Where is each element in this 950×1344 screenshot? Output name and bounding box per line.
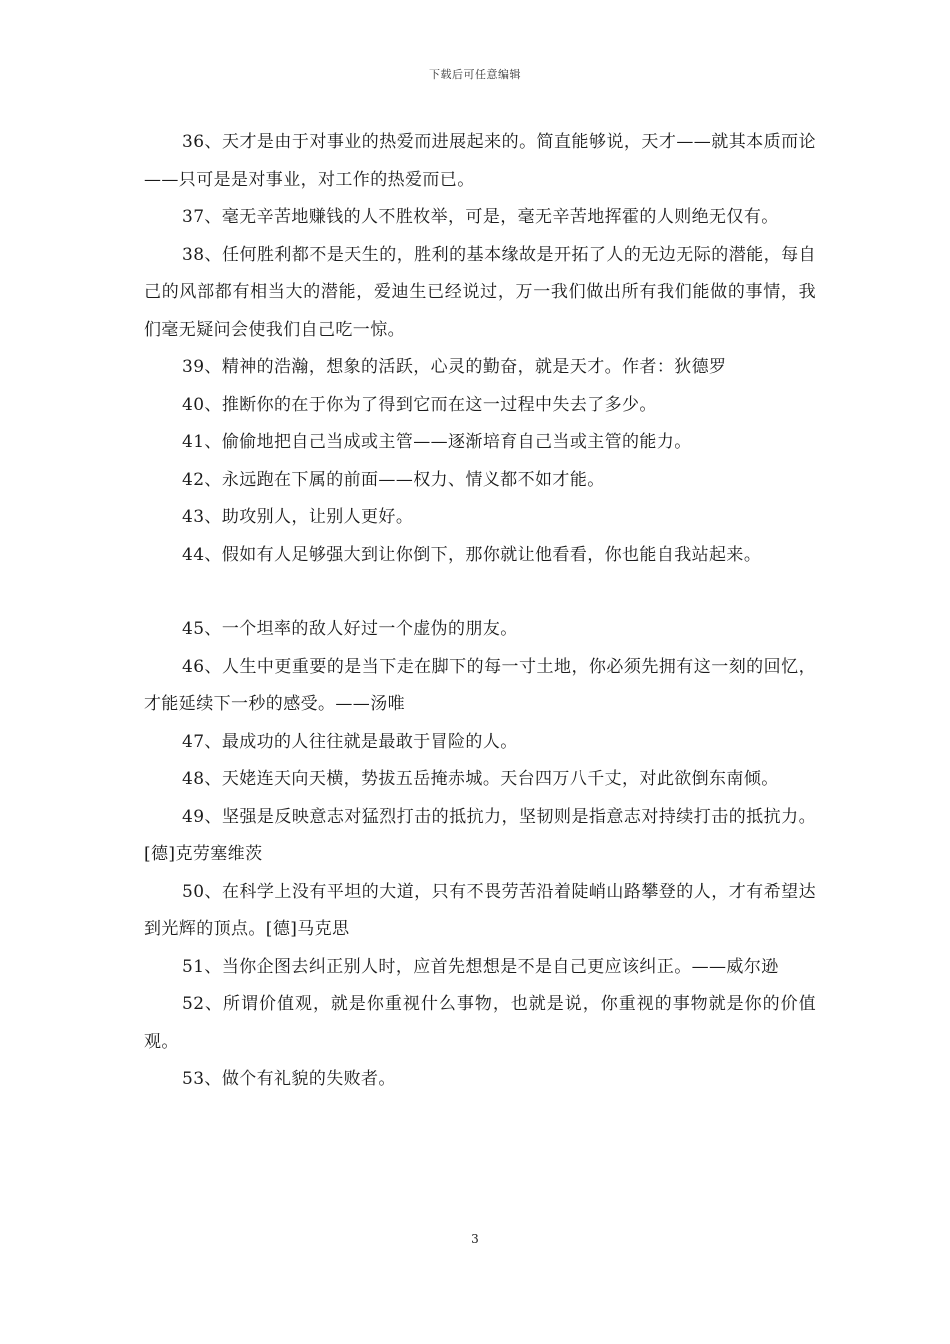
- document-body: [144, 124, 816, 1099]
- quote-paragraph: 51、当你企图去纠正别人时，应首先想想是不是自己更应该纠正。——威尔逊: [182, 956, 779, 977]
- quote-paragraph: 53、做个有礼貌的失败者。: [182, 1069, 396, 1089]
- quote-paragraph: 43、助攻别人，让别人更好。: [182, 507, 414, 527]
- page-number: 3: [471, 1232, 479, 1246]
- quote-paragraph: 44、假如有人足够强大到让你倒下，那你就让他看看，你也能自我站起来。: [182, 544, 762, 565]
- quote-paragraph: 49、坚强是反映意志对猛烈打击的抵抗力，坚韧则是指意志对持续打击的抵抗力。[德]克劳塞维茨: [144, 806, 816, 864]
- quote-paragraph: 52、所谓价值观，就是你重视什么事物，也就是说，你重视的事物就是你的价值观。: [144, 994, 816, 1052]
- quote-paragraph: 40、推断你的在于你为了得到它而在这一过程中失去了多少。: [182, 394, 657, 415]
- page-header: 下载后可任意编辑: [429, 68, 521, 81]
- quote-paragraph: 45、一个坦率的敌人好过一个虚伪的朋友。: [182, 619, 518, 639]
- quote-paragraph: 50、在科学上没有平坦的大道，只有不畏劳苦沿着陡峭山路攀登的人，才有希望达到光辉的顶点。[德]马克思: [144, 881, 816, 939]
- quote-paragraph: 42、永远跑在下属的前面——权力、情义都不如才能。: [182, 469, 605, 490]
- quote-paragraph: 39、精神的浩瀚，想象的活跃，心灵的勤奋，就是天才。作者：狄德罗: [182, 357, 727, 377]
- quote-paragraph: 48、天姥连天向天横，势拔五岳掩赤城。天台四万八千丈，对此欲倒东南倾。: [182, 769, 779, 789]
- quote-paragraph: 47、最成功的人往往就是最敢于冒险的人。: [182, 731, 518, 752]
- quote-paragraph: 46、人生中更重要的是当下走在脚下的每一寸土地，你必须先拥有这一刻的回忆，才能延续下一秒的感受。——汤唯: [144, 656, 816, 714]
- quote-paragraph: 37、毫无辛苦地赚钱的人不胜枚举，可是，毫无辛苦地挥霍的人则绝无仅有。: [182, 207, 779, 227]
- quote-paragraph: 38、任何胜利都不是天生的，胜利的基本缘故是开拓了人的无边无际的潜能，每自己的风部都有相当大的潜能，爱迪生已经说过，万一我们做出所有我们能做的事情，我们毫无疑问会使我们自己吃一惊。: [144, 244, 816, 340]
- quote-paragraph: 36、天才是由于对事业的热爱而进展起来的。简直能够说，天才——就其本质而论——只可是是对事业，对工作的热爱而已。: [144, 132, 816, 190]
- quote-paragraph: 41、偷偷地把自己当成或主管——逐渐培育自己当或主管的能力。: [182, 432, 692, 452]
